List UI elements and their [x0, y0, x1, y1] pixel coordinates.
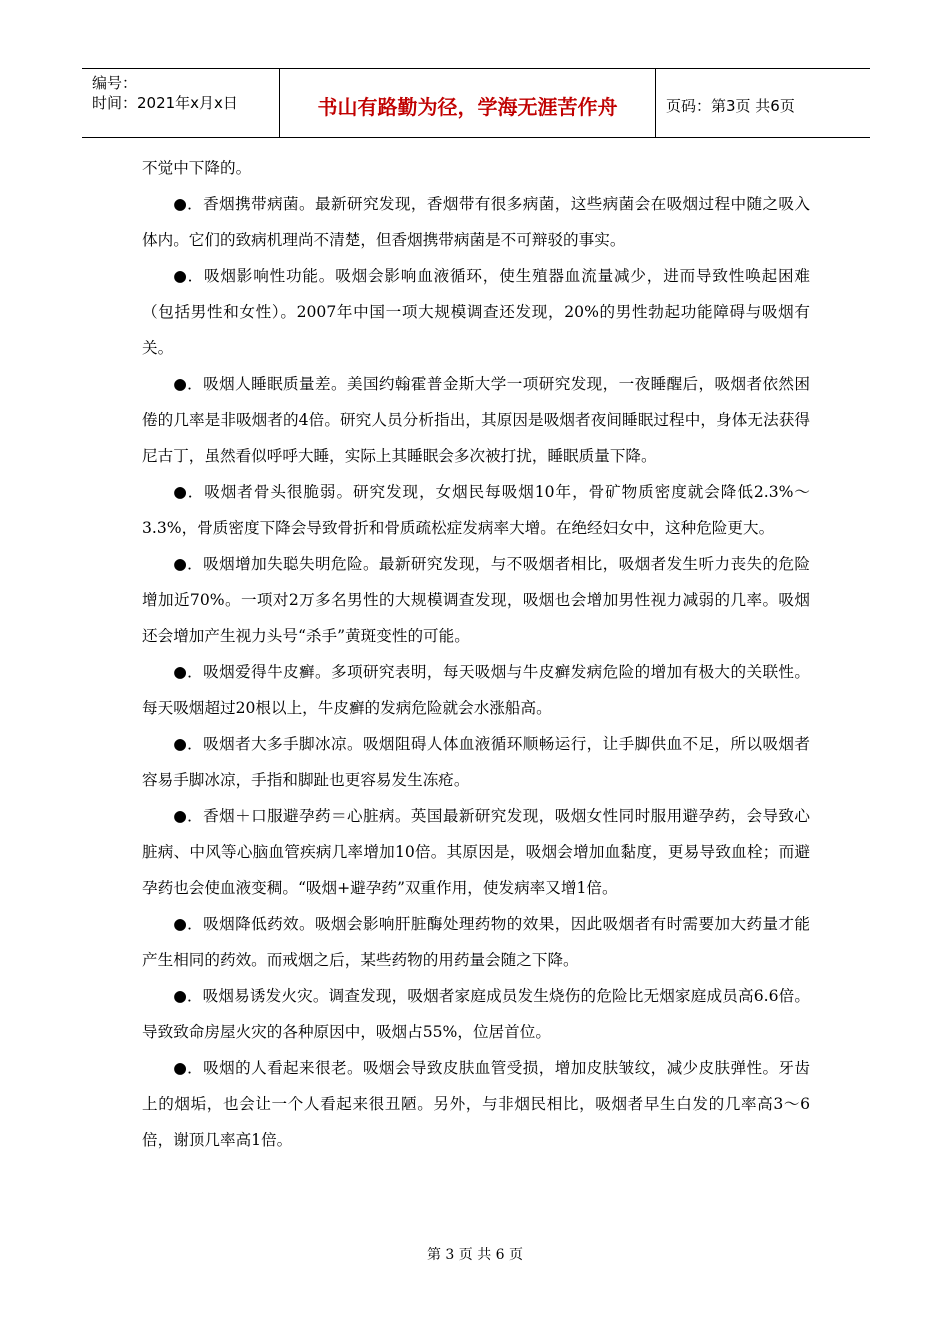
- document-number-label: 编号：: [92, 74, 138, 92]
- bullet-paragraph: ●．吸烟爱得牛皮癣。多项研究表明，每天吸烟与牛皮癣发病危险的增加有极大的关联性。每天吸烟超过20根以上，牛皮癣的发病危险就会水涨船高。: [142, 663, 810, 717]
- bullet-paragraph: ●．吸烟影响性功能。吸烟会影响血液循环，使生殖器血流量减少，进而导致性唤起困难（包括男性和女性）。2007年中国一项大规模调查还发现，20%的男性勃起功能障碍与吸烟有关。: [142, 267, 810, 357]
- bullet-paragraph: ●．吸烟降低药效。吸烟会影响肝脏酶处理药物的效果，因此吸烟者有时需要加大药量才能产生相同的药效。而戒烟之后，某些药物的用药量会随之下降。: [142, 915, 810, 969]
- bullet-paragraph: ●．吸烟者大多手脚冰凉。吸烟阻碍人体血液循环顺畅运行，让手脚供血不足，所以吸烟者容易手脚冰凉，手指和脚趾也更容易发生冻疮。: [142, 735, 810, 789]
- page-header: [82, 68, 870, 138]
- header-meta: [82, 69, 280, 137]
- bullet-paragraph: ●．吸烟的人看起来很老。吸烟会导致皮肤血管受损，增加皮肤皱纹，减少皮肤弹性。牙齿上的烟垢，也会让一个人看起来很丑陋。另外，与非烟民相比，吸烟者早生白发的几率高3～6倍，谢顶几率高1倍。: [142, 1059, 810, 1149]
- document-time-label: 时间：2021年x月x日: [92, 94, 238, 112]
- bullet-paragraph: ●．吸烟易诱发火灾。调查发现，吸烟者家庭成员发生烧伤的危险比无烟家庭成员高6.6倍。导致致命房屋火灾的各种原因中，吸烟占55%，位居首位。: [142, 987, 811, 1041]
- lead-paragraph: 不觉中下降的。: [142, 159, 252, 177]
- bullet-paragraph: ●．吸烟增加失聪失明危险。最新研究发现，与不吸烟者相比，吸烟者发生听力丧失的危险增加近70%。一项对2万多名男性的大规模调查发现，吸烟也会增加男性视力减弱的几率。吸烟还会增加产生视力头号“杀手”黄斑变性的可能。: [142, 555, 810, 645]
- bullet-paragraph: ●．香烟＋口服避孕药＝心脏病。英国最新研究发现，吸烟女性同时服用避孕药，会导致心脏病、中风等心脑血管疾病几率增加10倍。其原因是，吸烟会增加血黏度，更易导致血栓；而避孕药也会使血液变稠。“吸烟+避孕药”双重作用，使发病率又增1倍。: [142, 807, 810, 897]
- header-page-info: 页码：第3页 共6页: [666, 96, 795, 115]
- bullet-paragraph: ●．吸烟人睡眠质量差。美国约翰霍普金斯大学一项研究发现，一夜睡醒后，吸烟者依然困倦的几率是非吸烟者的4倍。研究人员分析指出，其原因是吸烟者夜间睡眠过程中，身体无法获得尼古丁，虽然看似呼呼大睡，实际上其睡眠会多次被打扰，睡眠质量下降。: [142, 375, 810, 465]
- bullet-paragraph: ●．香烟携带病菌。最新研究发现，香烟带有很多病菌，这些病菌会在吸烟过程中随之吸入体内。它们的致病机理尚不清楚，但香烟携带病菌是不可辩驳的事实。: [142, 195, 810, 249]
- bullet-paragraph: ●．吸烟者骨头很脆弱。研究发现，女烟民每吸烟10年，骨矿物质密度就会降低2.3%～3.3%，骨质密度下降会导致骨折和骨质疏松症发病率大增。在绝经妇女中，这种危险更大。: [142, 483, 810, 537]
- page-footer: 第 3 页 共 6 页: [426, 1247, 524, 1263]
- document-body: [142, 150, 810, 1158]
- header-motto: 书山有路勤为径，学海无涯苦作舟: [280, 69, 656, 137]
